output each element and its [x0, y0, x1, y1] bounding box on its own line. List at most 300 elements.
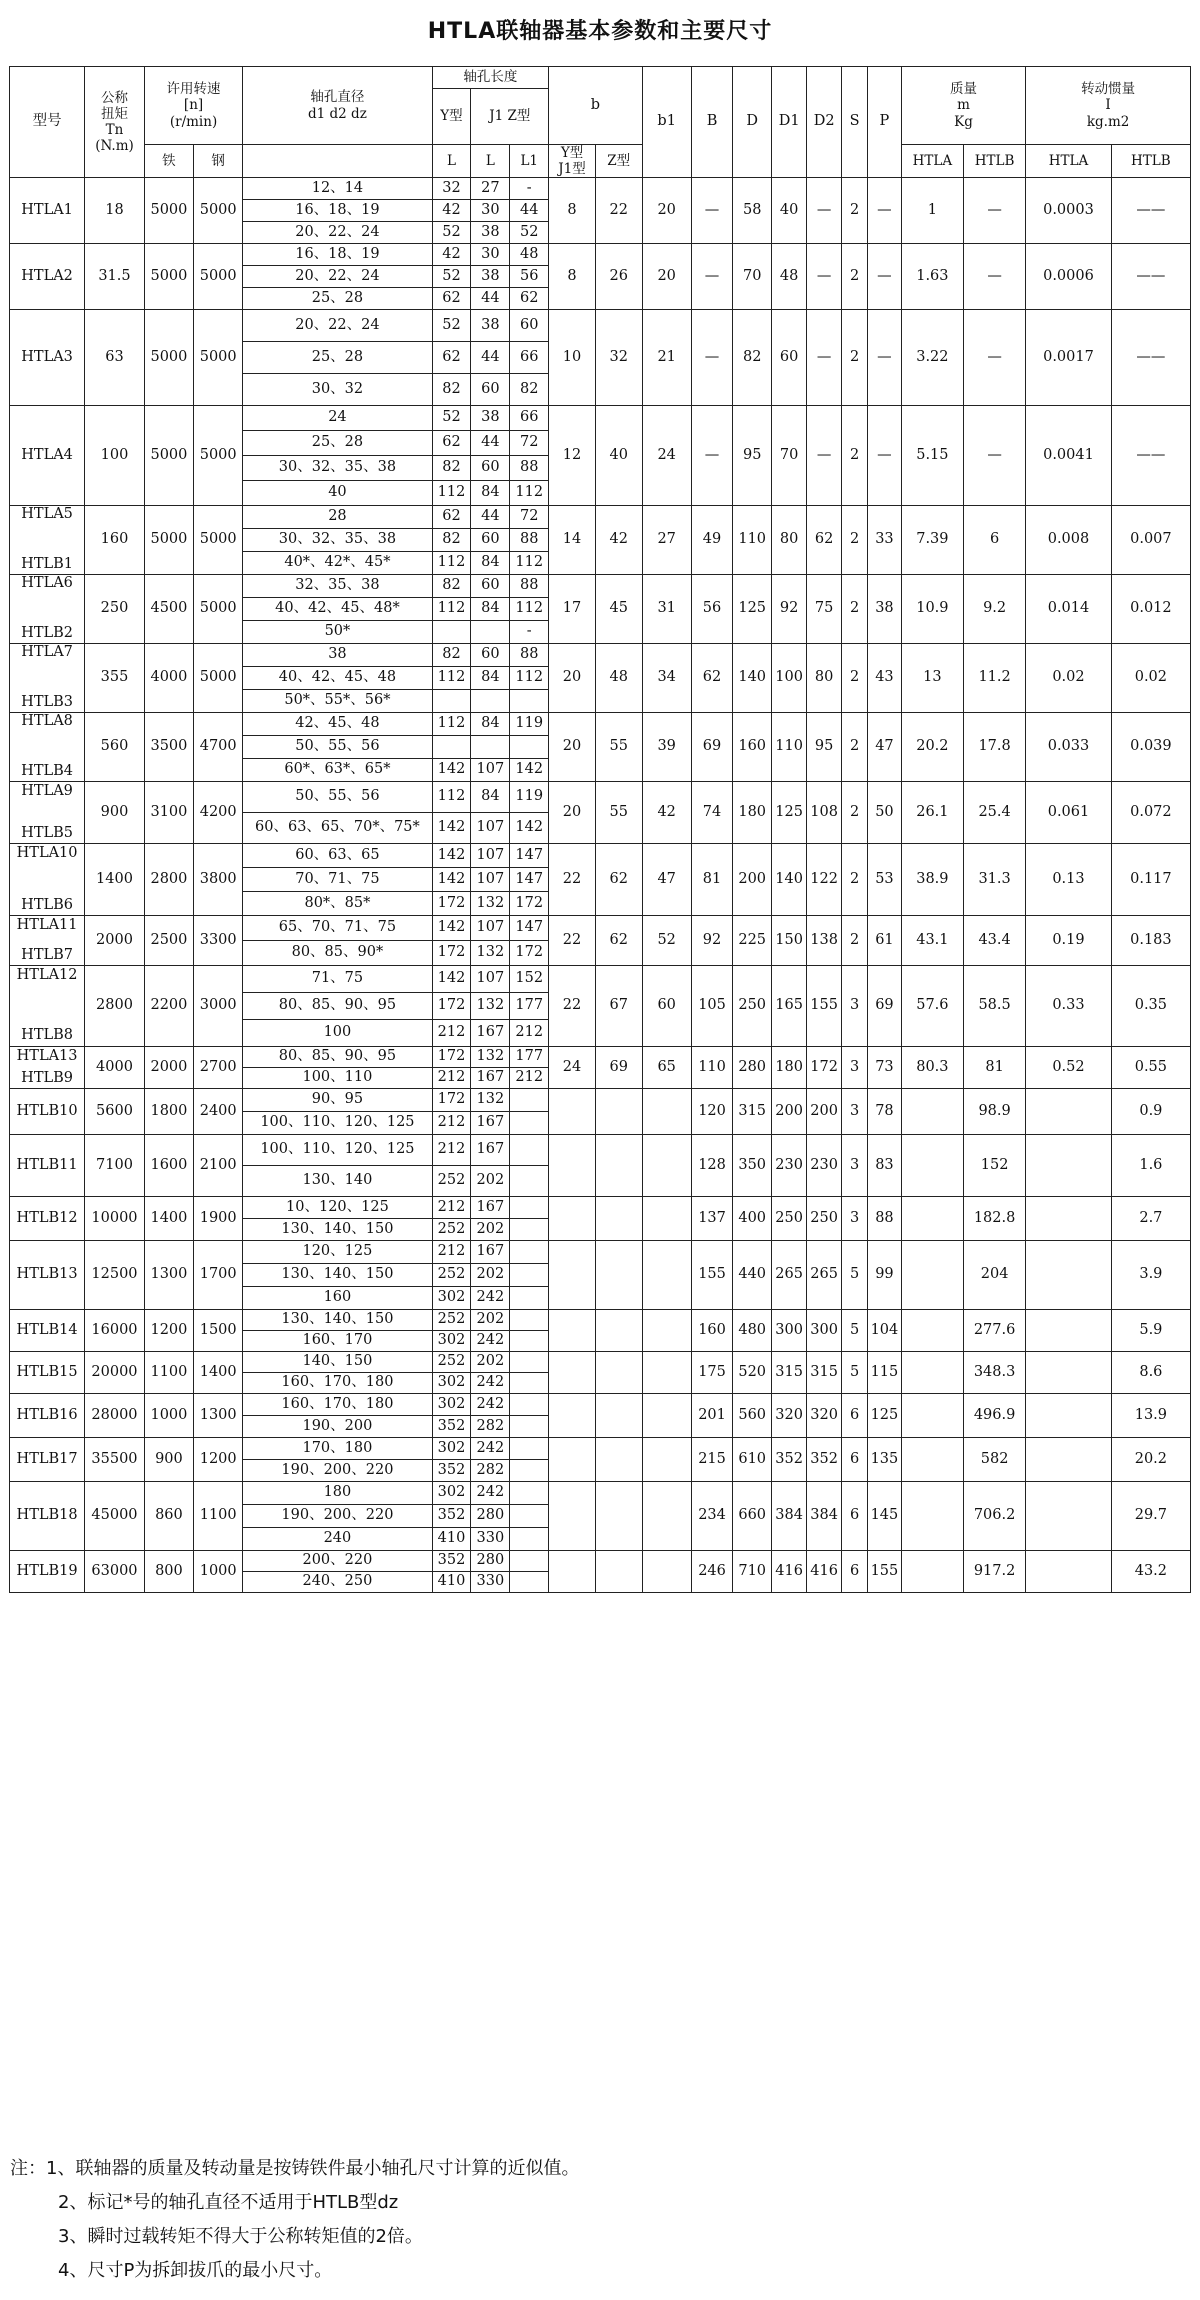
cell-iA [1026, 1197, 1112, 1241]
cell-mB: 11.2 [963, 644, 1025, 713]
cell-S: 3 [842, 1197, 868, 1241]
header-inertia-line3: kg.m2 [1086, 113, 1130, 130]
cell-iA [1026, 1438, 1112, 1482]
length-y-cell: 112 [432, 713, 471, 736]
cell-b1: 65 [642, 1047, 691, 1089]
bore-cell: 60、63、65、70*、75* [243, 813, 432, 844]
bore-cell: 80*、85* [243, 892, 432, 916]
cell-b_y: 24 [549, 1047, 596, 1089]
torque-cell: 100 [85, 406, 145, 506]
bore-cell: 50、55、56 [243, 736, 432, 759]
cell-D2: 122 [807, 844, 842, 916]
length-j1z-cell: 167 [471, 1197, 510, 1219]
spec-table-container [9, 66, 1191, 1593]
cell-b1: 20 [642, 244, 691, 310]
table-row [10, 406, 1191, 431]
cell-b_z [595, 1482, 642, 1551]
length-l1-cell [510, 736, 549, 759]
header-P: P [868, 67, 902, 178]
cell-S: 2 [842, 782, 868, 844]
header-bore-line2: d1 d2 dz [308, 105, 367, 122]
table-row [10, 1089, 1191, 1112]
header-D2: D2 [807, 67, 842, 178]
length-j1z-cell: 107 [471, 813, 510, 844]
model-cell [10, 1310, 85, 1352]
cell-mB: 496.9 [963, 1394, 1025, 1438]
cell-D: 58 [733, 178, 772, 244]
bore-cell: 16、18、19 [243, 244, 432, 266]
speed-steel-cell: 4200 [194, 782, 243, 844]
length-j1z-cell: 132 [471, 993, 510, 1020]
model-name: HTLB14 [16, 1321, 78, 1338]
bore-cell: 90、95 [243, 1089, 432, 1112]
length-y-cell: 142 [432, 813, 471, 844]
length-j1z-cell: 44 [471, 342, 510, 374]
bore-cell: 40、42、45、48* [243, 598, 432, 621]
cell-mA [901, 1551, 963, 1593]
cell-mB: 182.8 [963, 1197, 1025, 1241]
length-y-cell: 302 [432, 1394, 471, 1416]
cell-S: 5 [842, 1352, 868, 1394]
bore-cell: 190、200、220 [243, 1460, 432, 1482]
header-b: b [549, 67, 642, 145]
cell-iB: 0.117 [1111, 844, 1190, 916]
cell-iA [1026, 1310, 1112, 1352]
cell-D: 250 [733, 966, 772, 1047]
cell-iB: 8.6 [1111, 1352, 1190, 1394]
length-l1-cell: 66 [510, 342, 549, 374]
cell-mA: 38.9 [901, 844, 963, 916]
speed-iron-cell: 1300 [144, 1241, 193, 1310]
model-cell [10, 1394, 85, 1438]
note-1: 注：1、联轴器的质量及转动量是按铸铁件最小轴孔尺寸计算的近似值。 [10, 2158, 580, 2179]
cell-B: 49 [691, 506, 732, 575]
cell-P: 88 [868, 1197, 902, 1241]
cell-S: 6 [842, 1551, 868, 1593]
cell-mA: 57.6 [901, 966, 963, 1047]
cell-B: 110 [691, 1047, 732, 1089]
length-j1z-cell: 84 [471, 782, 510, 813]
bore-cell: 40 [243, 481, 432, 506]
cell-D1: 165 [772, 966, 807, 1047]
cell-S: 5 [842, 1241, 868, 1310]
cell-P: 104 [868, 1310, 902, 1352]
model-name: HTLB10 [16, 1102, 78, 1119]
cell-iB: 0.183 [1111, 916, 1190, 966]
bore-cell: 38 [243, 644, 432, 667]
cell-mB: 706.2 [963, 1482, 1025, 1551]
torque-cell: 63000 [85, 1551, 145, 1593]
model-name: HTLB5 [21, 824, 73, 841]
cell-mB: 58.5 [963, 966, 1025, 1047]
length-j1z-cell: 132 [471, 941, 510, 966]
cell-B: 137 [691, 1197, 732, 1241]
torque-cell: 12500 [85, 1241, 145, 1310]
cell-P: 38 [868, 575, 902, 644]
model-name: HTLA6 [21, 575, 73, 592]
torque-cell: 160 [85, 506, 145, 575]
cell-b1: 31 [642, 575, 691, 644]
length-l1-cell: 172 [510, 892, 549, 916]
cell-b_z [595, 1197, 642, 1241]
cell-b_z: 40 [595, 406, 642, 506]
bore-cell: 160 [243, 1287, 432, 1310]
length-l1-cell: 88 [510, 575, 549, 598]
torque-cell: 7100 [85, 1135, 145, 1197]
header-L-j1z: L [471, 145, 510, 178]
cell-D2: 230 [807, 1135, 842, 1197]
spec-table [9, 66, 1191, 1593]
cell-P: 61 [868, 916, 902, 966]
cell-mB: 204 [963, 1241, 1025, 1310]
speed-steel-cell: 1000 [194, 1551, 243, 1593]
cell-B: 74 [691, 782, 732, 844]
cell-P: 69 [868, 966, 902, 1047]
cell-D: 440 [733, 1241, 772, 1310]
length-j1z-cell: 107 [471, 868, 510, 892]
cell-iA: 0.0041 [1026, 406, 1112, 506]
cell-iB: 0.35 [1111, 966, 1190, 1047]
length-l1-cell: 112 [510, 667, 549, 690]
cell-iB: 13.9 [1111, 1394, 1190, 1438]
length-y-cell: 302 [432, 1331, 471, 1352]
header-S: S [842, 67, 868, 178]
cell-D: 140 [733, 644, 772, 713]
header-bore-line1: 轴孔直径 [310, 89, 365, 106]
cell-b1: 42 [642, 782, 691, 844]
bore-cell: 130、140 [243, 1166, 432, 1197]
speed-iron-cell: 3500 [144, 713, 193, 782]
length-j1z-cell: 107 [471, 916, 510, 941]
length-l1-cell: 152 [510, 966, 549, 993]
torque-cell: 35500 [85, 1438, 145, 1482]
bore-cell: 60*、63*、65* [243, 759, 432, 782]
torque-cell: 10000 [85, 1197, 145, 1241]
model-name: HTLA2 [21, 267, 73, 284]
length-j1z-cell: 202 [471, 1352, 510, 1373]
length-j1z-cell: 84 [471, 598, 510, 621]
length-l1-cell [510, 690, 549, 713]
length-j1z-cell: 60 [471, 456, 510, 481]
speed-iron-cell: 5000 [144, 406, 193, 506]
table-row [10, 916, 1191, 941]
length-j1z-cell: 242 [471, 1394, 510, 1416]
cell-D1: 320 [772, 1394, 807, 1438]
length-y-cell: 212 [432, 1112, 471, 1135]
speed-steel-cell: 3800 [194, 844, 243, 916]
length-j1z-cell: 242 [471, 1482, 510, 1505]
speed-steel-cell: 1700 [194, 1241, 243, 1310]
speed-steel-cell: 5000 [194, 575, 243, 644]
cell-mB: 25.4 [963, 782, 1025, 844]
length-y-cell: 172 [432, 993, 471, 1020]
cell-iA: 0.33 [1026, 966, 1112, 1047]
cell-B: — [691, 406, 732, 506]
table-row [10, 1241, 1191, 1264]
bore-cell: 25、28 [243, 288, 432, 310]
header-mass-line1: 质量 [949, 81, 977, 98]
length-y-cell: 212 [432, 1068, 471, 1089]
speed-iron-cell: 5000 [144, 244, 193, 310]
length-l1-cell: 48 [510, 244, 549, 266]
cell-iA [1026, 1135, 1112, 1197]
cell-B: 56 [691, 575, 732, 644]
cell-P: 115 [868, 1352, 902, 1394]
cell-mA [901, 1197, 963, 1241]
cell-mB: 917.2 [963, 1551, 1025, 1593]
cell-D1: 40 [772, 178, 807, 244]
length-y-cell: 82 [432, 374, 471, 406]
length-y-cell: 252 [432, 1352, 471, 1373]
header-torque [85, 67, 145, 178]
length-l1-cell: 72 [510, 431, 549, 456]
cell-mB: — [963, 406, 1025, 506]
table-row [10, 1047, 1191, 1068]
cell-b1: 27 [642, 506, 691, 575]
length-y-cell: 142 [432, 916, 471, 941]
model-cell [10, 713, 85, 782]
cell-b_y: 8 [549, 244, 596, 310]
speed-iron-cell: 2200 [144, 966, 193, 1047]
cell-mB: — [963, 178, 1025, 244]
speed-iron-cell: 2800 [144, 844, 193, 916]
cell-iA: 0.033 [1026, 713, 1112, 782]
cell-b_y [549, 1089, 596, 1135]
torque-cell: 31.5 [85, 244, 145, 310]
cell-iA [1026, 1394, 1112, 1438]
cell-iB: —— [1111, 406, 1190, 506]
length-j1z-cell: 107 [471, 844, 510, 868]
cell-mB: 582 [963, 1438, 1025, 1482]
length-y-cell: 172 [432, 1047, 471, 1068]
cell-B: — [691, 244, 732, 310]
cell-b_y [549, 1482, 596, 1551]
speed-steel-cell: 5000 [194, 506, 243, 575]
length-j1z-cell: 242 [471, 1373, 510, 1394]
cell-D: 520 [733, 1352, 772, 1394]
speed-steel-cell: 5000 [194, 244, 243, 310]
length-y-cell: 252 [432, 1166, 471, 1197]
length-j1z-cell: 280 [471, 1505, 510, 1528]
model-name: HTLA11 [16, 916, 78, 933]
header-L1: L1 [510, 145, 549, 178]
length-l1-cell: 88 [510, 529, 549, 552]
header-inertia-line2: I [1105, 97, 1111, 114]
length-l1-cell: 88 [510, 644, 549, 667]
header-speed [144, 67, 243, 145]
cell-b_z [595, 1394, 642, 1438]
length-j1z-cell: 27 [471, 178, 510, 200]
length-y-cell: 212 [432, 1197, 471, 1219]
length-l1-cell [510, 1438, 549, 1460]
cell-b1 [642, 1241, 691, 1310]
cell-b1 [642, 1135, 691, 1197]
torque-cell: 28000 [85, 1394, 145, 1438]
cell-P: 125 [868, 1394, 902, 1438]
cell-iA: 0.0003 [1026, 178, 1112, 244]
cell-b_z [595, 1551, 642, 1593]
length-l1-cell: 52 [510, 222, 549, 244]
length-l1-cell: - [510, 178, 549, 200]
cell-iA: 0.19 [1026, 916, 1112, 966]
speed-steel-cell: 3000 [194, 966, 243, 1047]
cell-D: 480 [733, 1310, 772, 1352]
cell-iB: 0.039 [1111, 713, 1190, 782]
model-cell [10, 916, 85, 966]
cell-iA: 0.02 [1026, 644, 1112, 713]
table-row [10, 1394, 1191, 1416]
length-l1-cell: 212 [510, 1068, 549, 1089]
length-j1z-cell [471, 690, 510, 713]
table-row [10, 1310, 1191, 1331]
cell-iB: —— [1111, 178, 1190, 244]
table-row [10, 713, 1191, 736]
model-cell [10, 1089, 85, 1135]
speed-steel-cell: 1500 [194, 1310, 243, 1352]
length-j1z-cell: 167 [471, 1135, 510, 1166]
cell-b_y: 20 [549, 644, 596, 713]
cell-b_z [595, 1135, 642, 1197]
length-y-cell: 352 [432, 1416, 471, 1438]
cell-iA [1026, 1241, 1112, 1310]
bore-cell: 200、220 [243, 1551, 432, 1572]
length-y-cell: 112 [432, 552, 471, 575]
cell-iA: 0.061 [1026, 782, 1112, 844]
cell-b_z: 62 [595, 844, 642, 916]
length-y-cell: 52 [432, 406, 471, 431]
speed-iron-cell: 900 [144, 1438, 193, 1482]
bore-cell: 80、85、90、95 [243, 1047, 432, 1068]
length-l1-cell [510, 1460, 549, 1482]
cell-b_z [595, 1310, 642, 1352]
note-2: 2、标记*号的轴孔直径不适用于HTLB型dz [58, 2192, 399, 2213]
length-y-cell: 352 [432, 1505, 471, 1528]
bore-cell: 130、140、150 [243, 1219, 432, 1241]
table-row [10, 178, 1191, 200]
length-y-cell [432, 736, 471, 759]
length-l1-cell: 82 [510, 374, 549, 406]
length-l1-cell: 172 [510, 941, 549, 966]
speed-iron-cell: 1400 [144, 1197, 193, 1241]
torque-cell: 5600 [85, 1089, 145, 1135]
length-l1-cell [510, 1241, 549, 1264]
model-name: HTLB7 [21, 946, 73, 963]
bore-cell: 80、85、90、95 [243, 993, 432, 1020]
length-y-cell: 52 [432, 266, 471, 288]
length-l1-cell: 212 [510, 1020, 549, 1047]
length-y-cell: 42 [432, 200, 471, 222]
cell-D: 70 [733, 244, 772, 310]
cell-D1: 180 [772, 1047, 807, 1089]
length-y-cell: 42 [432, 244, 471, 266]
length-y-cell: 82 [432, 644, 471, 667]
cell-mA [901, 1089, 963, 1135]
cell-D1: 265 [772, 1241, 807, 1310]
cell-iA [1026, 1551, 1112, 1593]
header-b-j1: J1型 [558, 161, 586, 178]
cell-D2: 250 [807, 1197, 842, 1241]
cell-D2: 200 [807, 1089, 842, 1135]
length-y-cell: 112 [432, 598, 471, 621]
header-inertia-htlb: HTLB [1111, 145, 1190, 178]
cell-B: 175 [691, 1352, 732, 1394]
speed-iron-cell: 2500 [144, 916, 193, 966]
cell-iA [1026, 1352, 1112, 1394]
cell-B: 215 [691, 1438, 732, 1482]
cell-mB: 152 [963, 1135, 1025, 1197]
speed-iron-cell: 5000 [144, 310, 193, 406]
length-y-cell: 410 [432, 1528, 471, 1551]
bore-cell: 70、71、75 [243, 868, 432, 892]
cell-P: — [868, 244, 902, 310]
cell-D2: — [807, 178, 842, 244]
length-l1-cell [510, 1416, 549, 1438]
length-j1z-cell: 202 [471, 1264, 510, 1287]
table-row [10, 506, 1191, 529]
cell-B: 62 [691, 644, 732, 713]
cell-S: 2 [842, 244, 868, 310]
cell-mA [901, 1241, 963, 1310]
length-y-cell: 302 [432, 1438, 471, 1460]
table-row [10, 1482, 1191, 1505]
bore-cell: 100 [243, 1020, 432, 1047]
length-j1z-cell: 132 [471, 1089, 510, 1112]
torque-cell: 900 [85, 782, 145, 844]
speed-steel-cell: 2700 [194, 1047, 243, 1089]
model-name: HTLA5 [21, 506, 73, 523]
cell-b1: 34 [642, 644, 691, 713]
cell-iB: 0.9 [1111, 1089, 1190, 1135]
length-y-cell: 252 [432, 1310, 471, 1331]
cell-iA: 0.0017 [1026, 310, 1112, 406]
cell-P: 78 [868, 1089, 902, 1135]
cell-P: 73 [868, 1047, 902, 1089]
cell-D: 660 [733, 1482, 772, 1551]
length-l1-cell: 88 [510, 456, 549, 481]
cell-b_z: 55 [595, 782, 642, 844]
bore-cell: 50*、55*、56* [243, 690, 432, 713]
speed-iron-cell: 2000 [144, 1047, 193, 1089]
model-cell [10, 575, 85, 644]
cell-iB: —— [1111, 310, 1190, 406]
model-cell [10, 506, 85, 575]
cell-mA: 5.15 [901, 406, 963, 506]
torque-cell: 250 [85, 575, 145, 644]
length-j1z-cell: 167 [471, 1112, 510, 1135]
cell-b_z: 42 [595, 506, 642, 575]
length-j1z-cell: 30 [471, 244, 510, 266]
speed-steel-cell: 4700 [194, 713, 243, 782]
header-mass-line3: Kg [954, 113, 973, 130]
length-l1-cell: 60 [510, 310, 549, 342]
header-mass [901, 67, 1025, 145]
speed-iron-cell: 1600 [144, 1135, 193, 1197]
bore-cell: 240、250 [243, 1572, 432, 1593]
bore-cell: 50* [243, 621, 432, 644]
header-speed-steel: 钢 [194, 145, 243, 178]
cell-b_z [595, 1352, 642, 1394]
cell-S: 3 [842, 966, 868, 1047]
cell-B: 81 [691, 844, 732, 916]
cell-iB: 3.9 [1111, 1241, 1190, 1310]
cell-b1: 39 [642, 713, 691, 782]
table-row [10, 782, 1191, 813]
cell-mA: 80.3 [901, 1047, 963, 1089]
length-l1-cell: 44 [510, 200, 549, 222]
model-cell [10, 1482, 85, 1551]
cell-mB: 17.8 [963, 713, 1025, 782]
spec-table-body [10, 178, 1191, 1593]
